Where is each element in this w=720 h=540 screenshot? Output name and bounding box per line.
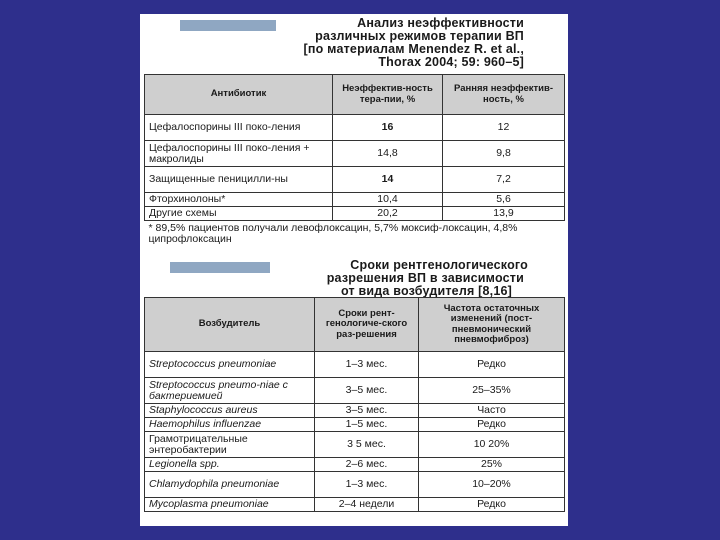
document-page	[140, 14, 568, 526]
residual-changes: 25%	[419, 458, 565, 472]
column-header: Неэффектив-ность тера-пии, %	[333, 75, 443, 115]
table2-title-line: от вида возбудителя [8,16]	[341, 284, 512, 298]
table-row	[145, 115, 565, 141]
table2-title-line: разрешения ВП в зависимости	[326, 271, 524, 285]
residual-changes: 25–35%	[419, 378, 565, 404]
failure-rate: 14	[333, 167, 443, 193]
residual-changes: Редко	[419, 418, 565, 432]
antibiotic-name: Другие схемы	[145, 207, 333, 221]
residual-changes: Часто	[419, 404, 565, 418]
failure-rate: 20,2	[333, 207, 443, 221]
resolution-time: 1–3 мес.	[315, 352, 419, 378]
antibiotic-name: Фторхинолоны*	[145, 193, 333, 207]
table1-title-line: различных режимов терапии ВП	[315, 29, 524, 43]
column-header: Сроки рент-генологиче-ского раз-решения	[315, 298, 419, 352]
residual-changes: Редко	[419, 498, 565, 512]
early-failure-rate: 7,2	[443, 167, 565, 193]
table2-title	[140, 259, 568, 298]
table-row	[145, 498, 565, 512]
table-row	[145, 432, 565, 458]
table1-title	[140, 17, 568, 69]
table1-title-line: Анализ неэффективности	[357, 16, 524, 30]
table-row	[145, 472, 565, 498]
failure-rate: 14,8	[333, 141, 443, 167]
pathogen-name: Streptococcus pneumoniae	[145, 352, 315, 378]
pathogen-name: Streptococcus pneumo-niae с бактериемией	[145, 378, 315, 404]
table-row	[145, 458, 565, 472]
early-failure-rate: 9,8	[443, 141, 565, 167]
early-failure-rate: 5,6	[443, 193, 565, 207]
early-failure-rate: 12	[443, 115, 565, 141]
pathogen-name: Haemophilus influenzae	[145, 418, 315, 432]
table2-title-line: Сроки рентгенологического	[350, 258, 528, 272]
residual-changes: Редко	[419, 352, 565, 378]
table1-antibiotics	[144, 74, 565, 247]
pathogen-name: Legionella spp.	[145, 458, 315, 472]
table1-footnote: * 89,5% пациентов получали левофлоксацин, 5,7% моксиф-локсацин, 4,8% ципрофлоксацин	[145, 221, 565, 247]
resolution-time: 1–5 мес.	[315, 418, 419, 432]
resolution-time: 3–5 мес.	[315, 378, 419, 404]
table-row	[145, 378, 565, 404]
table2-pathogens	[144, 297, 565, 512]
failure-rate: 16	[333, 115, 443, 141]
failure-rate: 10,4	[333, 193, 443, 207]
column-header: Частота остаточных изменений (пост-пневмонический пневмофиброз)	[419, 298, 565, 352]
resolution-time: 2–6 мес.	[315, 458, 419, 472]
table-header-row	[145, 75, 565, 115]
residual-changes: 10 20%	[419, 432, 565, 458]
table-row	[145, 418, 565, 432]
pathogen-name: Staphylococcus aureus	[145, 404, 315, 418]
column-header: Возбудитель	[145, 298, 315, 352]
column-header: Антибиотик	[145, 75, 333, 115]
antibiotic-name: Цефалоспорины III поко-ления + макролиды	[145, 141, 333, 167]
resolution-time: 3 5 мес.	[315, 432, 419, 458]
resolution-time: 3–5 мес.	[315, 404, 419, 418]
table-row	[145, 352, 565, 378]
early-failure-rate: 13,9	[443, 207, 565, 221]
pathogen-name: Chlamydophila pneumoniae	[145, 472, 315, 498]
table1-title-line: Thorax 2004; 59: 960–5]	[378, 55, 524, 69]
residual-changes: 10–20%	[419, 472, 565, 498]
table-row	[145, 141, 565, 167]
table-row	[145, 193, 565, 207]
antibiotic-name: Защищенные пеницилли-ны	[145, 167, 333, 193]
table-row	[145, 404, 565, 418]
table1-title-line: [по материалам Menendez R. et al.,	[303, 42, 524, 56]
column-header: Ранняя неэффектив-ность, %	[443, 75, 565, 115]
table-row	[145, 167, 565, 193]
antibiotic-name: Цефалоспорины III поко-ления	[145, 115, 333, 141]
pathogen-name: Mycoplasma pneumoniae	[145, 498, 315, 512]
footnote-row	[145, 221, 565, 247]
table-row	[145, 207, 565, 221]
resolution-time: 1–3 мес.	[315, 472, 419, 498]
resolution-time: 2–4 недели	[315, 498, 419, 512]
table-header-row	[145, 298, 565, 352]
pathogen-name: Грамотрицательные энтеробактерии	[145, 432, 315, 458]
